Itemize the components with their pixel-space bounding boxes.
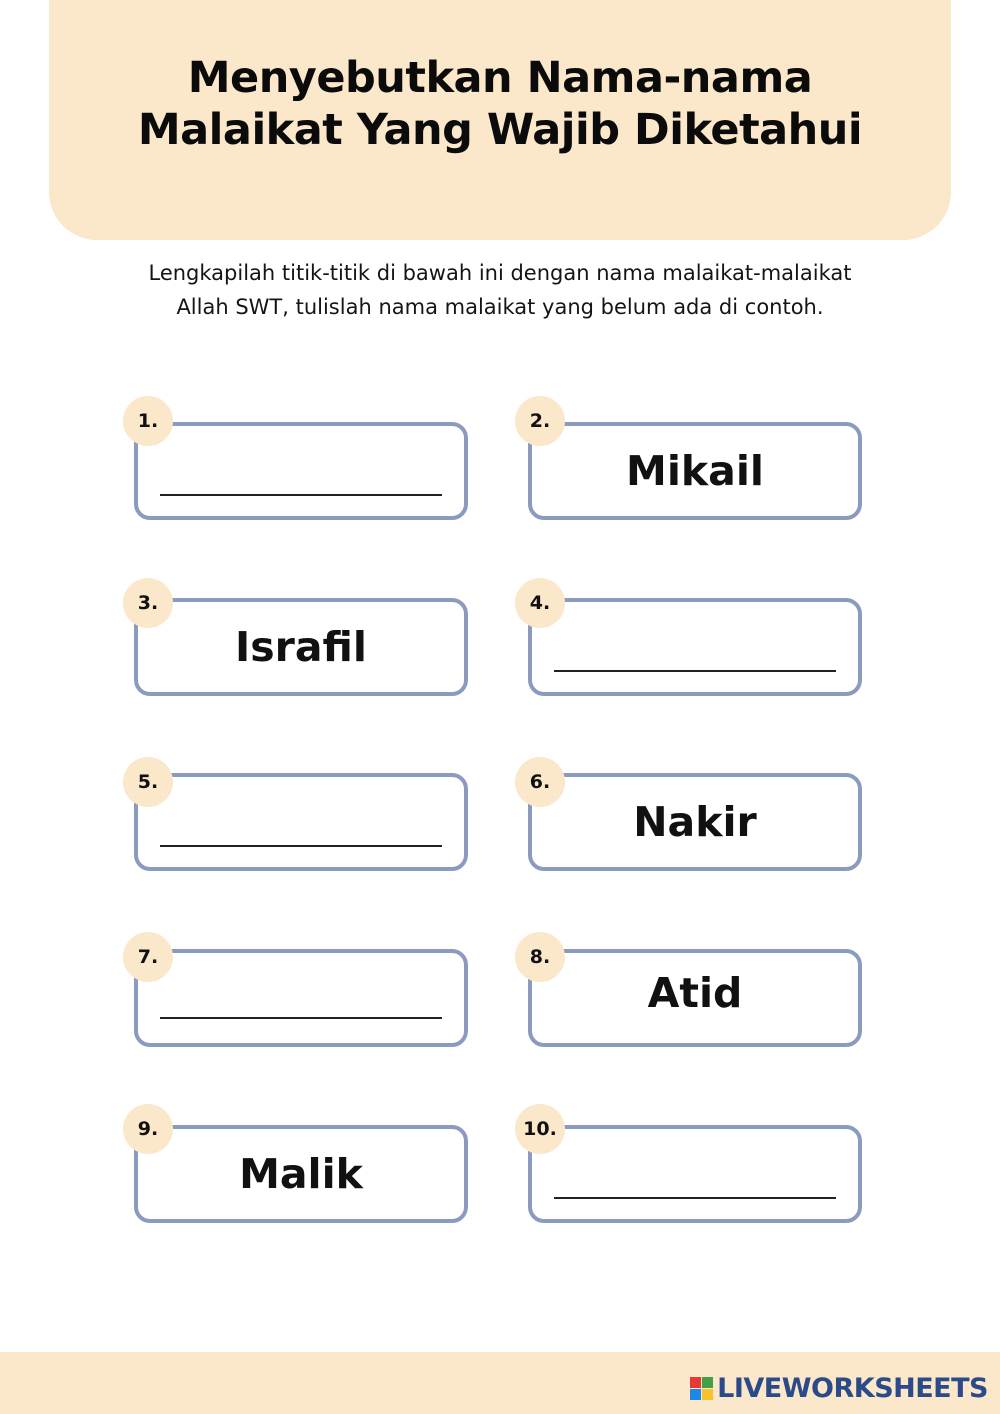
item-number-badge-8: 8. [515, 932, 565, 982]
answer-card-4 [528, 598, 862, 696]
logo-square-4 [702, 1389, 713, 1400]
title-line-1: Menyebutkan Nama-nama [187, 53, 813, 103]
item-number-badge-2: 2. [515, 396, 565, 446]
answer-blank-1[interactable] [160, 494, 442, 496]
logo-square-3 [690, 1389, 701, 1400]
angel-name-8: Atid [647, 969, 743, 1017]
answer-blank-10[interactable] [554, 1197, 836, 1199]
angel-name-6: Nakir [633, 798, 757, 846]
answer-card-1 [134, 422, 468, 520]
item-number-badge-4: 4. [515, 578, 565, 628]
answer-card-2 [528, 422, 862, 520]
brand-text: LIVEWORKSHEETS [717, 1372, 988, 1404]
answer-card-6 [528, 773, 862, 871]
item-number-badge-3: 3. [123, 578, 173, 628]
answer-blank-7[interactable] [160, 1017, 442, 1019]
answer-blank-5[interactable] [160, 845, 442, 847]
liveworksheets-logo-icon [690, 1377, 713, 1400]
answer-blank-4[interactable] [554, 670, 836, 672]
angel-name-9: Malik [239, 1150, 363, 1198]
item-number-badge-9: 9. [123, 1104, 173, 1154]
item-number-badge-5: 5. [123, 757, 173, 807]
item-number-badge-7: 7. [123, 932, 173, 982]
answer-card-3 [134, 598, 468, 696]
answer-card-7 [134, 949, 468, 1047]
item-number-badge-10: 10. [515, 1104, 565, 1154]
title-line-2: Malaikat Yang Wajib Diketahui [137, 105, 863, 155]
page-title [49, 52, 951, 156]
liveworksheets-brand[interactable] [690, 1370, 988, 1406]
angel-name-2: Mikail [626, 447, 764, 495]
instructions-text: Lengkapilah titik-titik di bawah ini dengan nama malaikat-malaikat Allah SWT, tulislah nama malaikat yang belum ada di contoh. [148, 261, 852, 319]
answer-card-10 [528, 1125, 862, 1223]
logo-square-2 [702, 1377, 713, 1388]
answer-card-9 [134, 1125, 468, 1223]
answer-card-8 [528, 949, 862, 1047]
item-number-badge-6: 6. [515, 757, 565, 807]
answer-card-5 [134, 773, 468, 871]
angel-name-3: Israfil [235, 623, 367, 671]
logo-square-1 [690, 1377, 701, 1388]
item-number-badge-1: 1. [123, 396, 173, 446]
